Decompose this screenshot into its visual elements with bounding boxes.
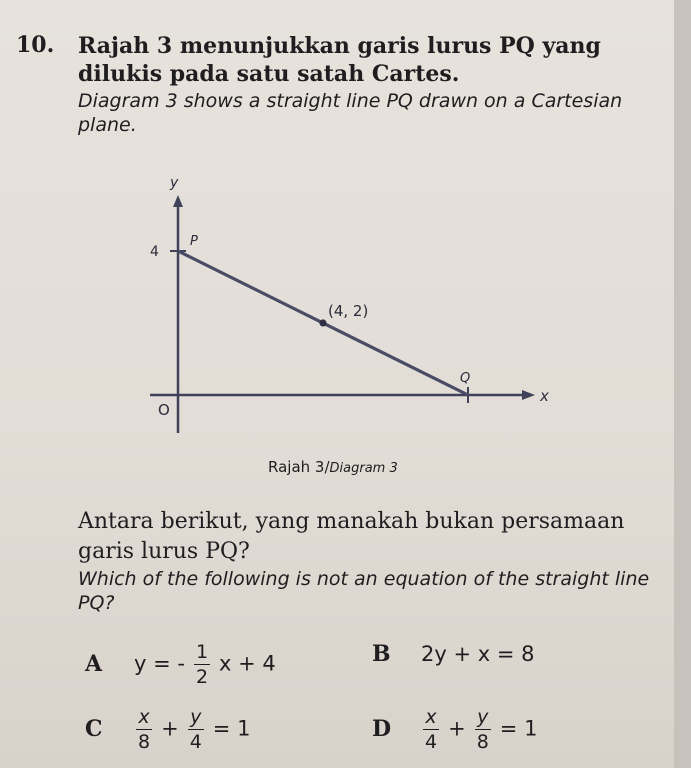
- option-c-rhs: = 1: [212, 716, 251, 741]
- point-mid-marker: [319, 319, 326, 326]
- option-a-frac-num: 1: [195, 641, 209, 663]
- option-c-f1-den: 8: [138, 731, 151, 753]
- question-number: 10.: [16, 32, 55, 58]
- option-c-fraction-2: [188, 705, 204, 754]
- y-axis-arrow: [173, 195, 183, 207]
- caption-malay: Rajah 3/: [268, 458, 330, 476]
- question-stem-english: Diagram 3 shows a straight line PQ drawn on a Cartesian plane.: [78, 90, 623, 136]
- option-d-f1-num: x: [423, 705, 439, 730]
- diagram-caption: [268, 458, 398, 476]
- option-a-lhs: y = -: [134, 651, 185, 676]
- option-a-rhs: x + 4: [219, 651, 276, 676]
- option-c-label: C: [85, 715, 103, 742]
- option-d-f2-den: 8: [476, 731, 489, 753]
- x-axis-arrow: [522, 390, 535, 400]
- option-d-f2-num: y: [475, 705, 491, 730]
- y-tick-label: 4: [150, 244, 159, 260]
- option-a-frac-den: 2: [195, 666, 209, 688]
- option-c-fraction-1: [136, 705, 152, 754]
- x-axis-label: x: [540, 387, 549, 405]
- option-a-label: A: [85, 650, 103, 677]
- option-d-rhs: = 1: [499, 716, 538, 741]
- option-a[interactable]: [85, 640, 276, 689]
- point-mid-label: (4, 2): [328, 302, 369, 320]
- option-d-label: D: [372, 715, 392, 742]
- cartesian-diagram: [130, 165, 560, 440]
- option-c[interactable]: [85, 705, 250, 754]
- option-b-equation: 2y + x = 8: [421, 642, 535, 666]
- option-d-fraction-2: [475, 705, 491, 754]
- option-d-fraction-1: [423, 705, 439, 754]
- point-q-label: Q: [460, 371, 471, 386]
- question-stem-malay: Rajah 3 menunjukkan garis lurus PQ yang dilukis pada satu satah Cartes.: [78, 33, 601, 87]
- question-text-malay: Antara berikut, yang manakah bukan persamaan garis lurus PQ?: [78, 509, 625, 564]
- option-d[interactable]: [372, 705, 537, 754]
- option-b[interactable]: [372, 641, 534, 667]
- option-c-f2-num: y: [188, 705, 204, 730]
- option-c-plus: +: [161, 716, 179, 741]
- origin-label: O: [158, 401, 170, 419]
- page-edge: [674, 0, 691, 768]
- option-c-f2-den: 4: [189, 731, 202, 753]
- option-d-f1-den: 4: [425, 731, 438, 753]
- option-c-f1-num: x: [136, 705, 152, 730]
- option-d-plus: +: [448, 716, 466, 741]
- caption-english: Diagram 3: [329, 461, 398, 476]
- y-axis-label: y: [170, 175, 179, 191]
- question-text-english: Which of the following is not an equation of the straight line PQ?: [78, 568, 650, 614]
- option-a-fraction: [194, 640, 210, 689]
- point-p-label: P: [190, 234, 198, 249]
- option-b-label: B: [372, 641, 391, 667]
